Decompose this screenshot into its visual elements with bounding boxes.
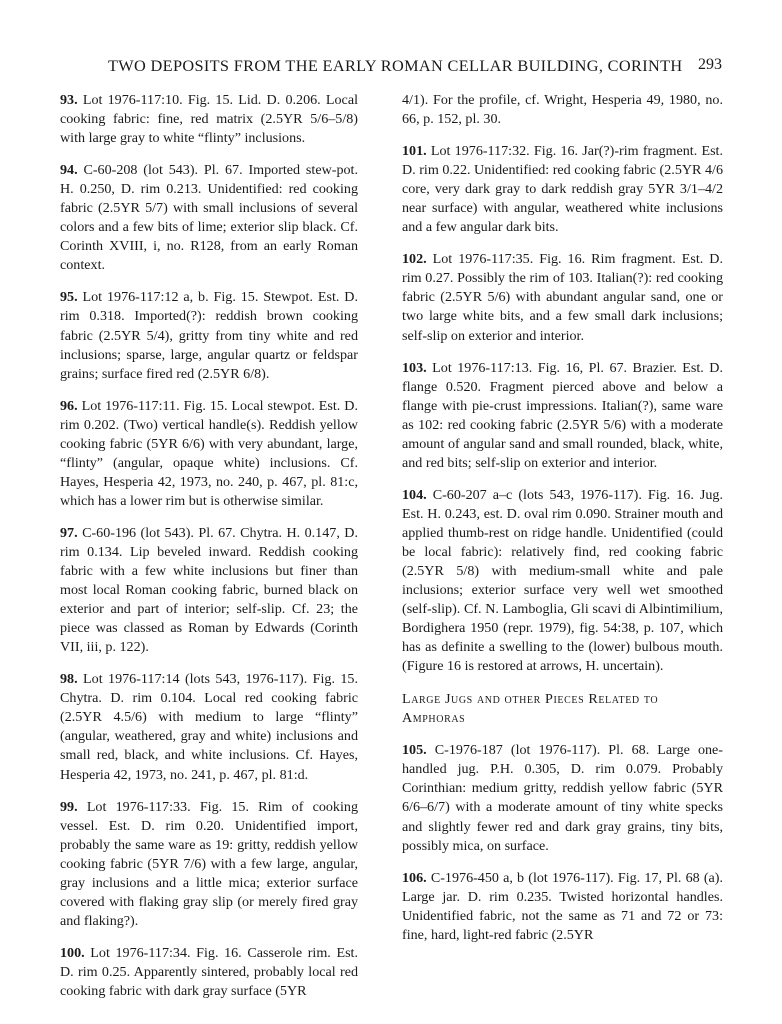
entry-number: 99. (60, 798, 78, 815)
entry-number: 96. (60, 397, 78, 414)
page-number: 293 (698, 56, 722, 73)
entry-text: Lot 1976-117:12 a, b. Fig. 15. Stewpot. Est. D. rim 0.318. Imported(?): reddish brown cooking fabric (2.5YR 5/4), gritty from tiny white and red inclusions; sparse, large, angular quartz or feldspar grains; surface fired red (2.5YR 6/8). (60, 289, 358, 382)
entry-text: C-1976-187 (lot 1976-117). Pl. 68. Large one-handled jug. P.H. 0.305, D. rim 0.079. Probably Corinthian: medium gritty, reddish yellow fabric (5YR 6/6–6/7) with a moderate amount of tiny white specks and slightly fewer red and dark gray grains, tiny bits, possibly mica, on surface. (402, 742, 723, 854)
entry-text: Lot 1976-117:10. Fig. 15. Lid. D. 0.206. Local cooking fabric: fine, red matrix (2.5YR 5/6–5/8) with large gray to white “flinty” inclusions. (60, 92, 358, 147)
entry-number: 100. (60, 944, 85, 961)
entry-number: 101. (402, 143, 427, 160)
catalog-entry-100 (60, 944, 358, 1001)
catalog-entry-101 (402, 142, 723, 237)
entry-number: 95. (60, 289, 78, 306)
catalog-entry-99 (60, 798, 358, 931)
running-title: TWO DEPOSITS FROM THE EARLY ROMAN CELLAR BUILDING, CORINTH (108, 56, 683, 75)
entry-text: C-1976-450 a, b (lot 1976-117). Fig. 17, Pl. 68 (a). Large jar. D. rim 0.235. Twisted horizontal handles. Unidentified fabric, not the same as 71 and 72 or 73: fine, hard, light-red fabric (2.5YR (402, 869, 723, 943)
entry-number: 103. (402, 359, 427, 376)
entry-number: 94. (60, 162, 78, 179)
catalog-entry-96 (60, 397, 358, 511)
catalog-entry-103 (402, 359, 723, 473)
entry-number: 102. (402, 251, 427, 268)
entry-text: C-60-208 (lot 543). Pl. 67. Imported stew-pot. H. 0.250, D. rim 0.213. Unidentified: red cooking fabric (2.5YR 5/7) with small inclusions of several colors and a few bits of lime; exterior slip black. Cf. Corinth XVIII, i, no. R128, from an early Roman context. (60, 162, 358, 274)
catalog-entry-94 (60, 161, 358, 275)
catalog-entry-106 (402, 869, 723, 945)
entry-100-continuation: 4/1). For the profile, cf. Wright, Hesperia 49, 1980, no. 66, p. 152, pl. 30. (402, 92, 723, 128)
entry-text: Lot 1976-117:32. Fig. 16. Jar(?)-rim fragment. Est. D. rim 0.22. Unidentified: red cooking fabric (2.5YR 4/6 core, very dark gray to dark reddish gray 5YR 3/1–4/2 near surface) with angular, weathered white inclusions and a few angular dark bits. (402, 143, 723, 236)
catalog-entry-105 (402, 741, 723, 855)
entry-text: Lot 1976-117:13. Fig. 16, Pl. 67. Brazier. Est. D. flange 0.520. Fragment pierced above and below a flange with pie-crust impressions. Italian(?), same ware as 102: red cooking fabric (2.5YR 5/6) with a moderate amount of angular sand and small rounded, black, white, and red bits; self-slip on exterior and interior. (402, 359, 723, 471)
entry-text: Lot 1976-117:33. Fig. 15. Rim of cooking vessel. Est. D. rim 0.20. Unidentified import, probably the same ware as 19: gritty, reddish yellow cooking fabric (5YR 7/6) with a few large, angular, gray inclusions and a little mica; exterior surface covered with flaking gray slip (or merely fired gray and flaking?). (60, 798, 358, 929)
entry-number: 97. (60, 524, 78, 541)
entry-number: 93. (60, 92, 78, 108)
entry-number: 106. (402, 869, 427, 886)
catalog-entry-95 (60, 288, 358, 383)
entry-number: 104. (402, 486, 427, 503)
catalog-entry-104 (402, 486, 723, 676)
entry-text: C-60-196 (lot 543). Pl. 67. Chytra. H. 0.147, D. rim 0.134. Lip beveled inward. Reddish cooking fabric with a few white inclusions but finer than most local Roman cooking fabric, burned black on exterior and part of interior; self-slip. Cf. 23; the piece was classed as Roman by Edwards (Corinth VII, iii, p. 122). (60, 524, 358, 656)
entry-text: Lot 1976-117:35. Fig. 16. Rim fragment. Est. D. rim 0.27. Possibly the rim of 103. Italian(?): red cooking fabric (2.5YR 5/6) with abundant angular sand, one or two large white bits, and a few small dark inclusions; self-slip on exterior and interior. (402, 251, 723, 344)
entry-text: C-60-207 a–c (lots 543, 1976-117). Fig. 16. Jug. Est. H. 0.243, est. D. oval rim 0.090. Strainer mouth and applied thumb-rest on ridge handle. Unidentified (could be local fabric): relatively find, red cooking fabric (2.5YR 5/8) with medium-small white and pale inclusions; exterior surface very well wet smoothed (self-slip). Cf. N. Lamboglia, Gli scavi di Albintimilium, Bordighera 1950 (repr. 1979), fig. 54:38, p. 107, which has as definite a swelling to the (lower) bulbous mouth. (Figure 16 is restored at arrows, H. uncertain). (402, 486, 723, 675)
entry-number: 105. (402, 742, 427, 759)
entry-text: Lot 1976-117:14 (lots 543, 1976-117). Fig. 15. Chytra. D. rim 0.104. Local red cooking fabric (2.5YR 4.5/6) with medium to large “flinty” (angular, weathered, gray and white) inclusions and small red, black, and white inclusions. Cf. Hayes, Hesperia 42, 1973, no. 241, p. 467, pl. 81:d. (60, 671, 358, 783)
entry-number: 98. (60, 671, 78, 688)
left-column (60, 91, 358, 1014)
entry-text: Lot 1976-117:11. Fig. 15. Local stewpot. Est. D. rim 0.202. (Two) vertical handle(s). Reddish yellow cooking fabric (5YR 6/6) with very abundant, large, “flinty” (angular, opaque white) inclusions. Cf. Hayes, Hesperia 42, 1973, no. 240, p. 467, pl. 81:c, which has a lower rim but is otherwise similar. (60, 397, 358, 509)
right-column (402, 91, 723, 958)
page-header (60, 56, 722, 78)
catalog-entry-97 (60, 524, 358, 657)
catalog-entry-102 (402, 250, 723, 345)
catalog-entry-93 (60, 91, 358, 148)
section-heading: Large Jugs and other Pieces Related to Amphoras (402, 691, 659, 727)
catalog-entry-98 (60, 670, 358, 784)
entry-text: Lot 1976-117:34. Fig. 16. Casserole rim. Est. D. rim 0.25. Apparently sintered, probably local red cooking fabric with dark gray surface (5YR (60, 944, 358, 999)
